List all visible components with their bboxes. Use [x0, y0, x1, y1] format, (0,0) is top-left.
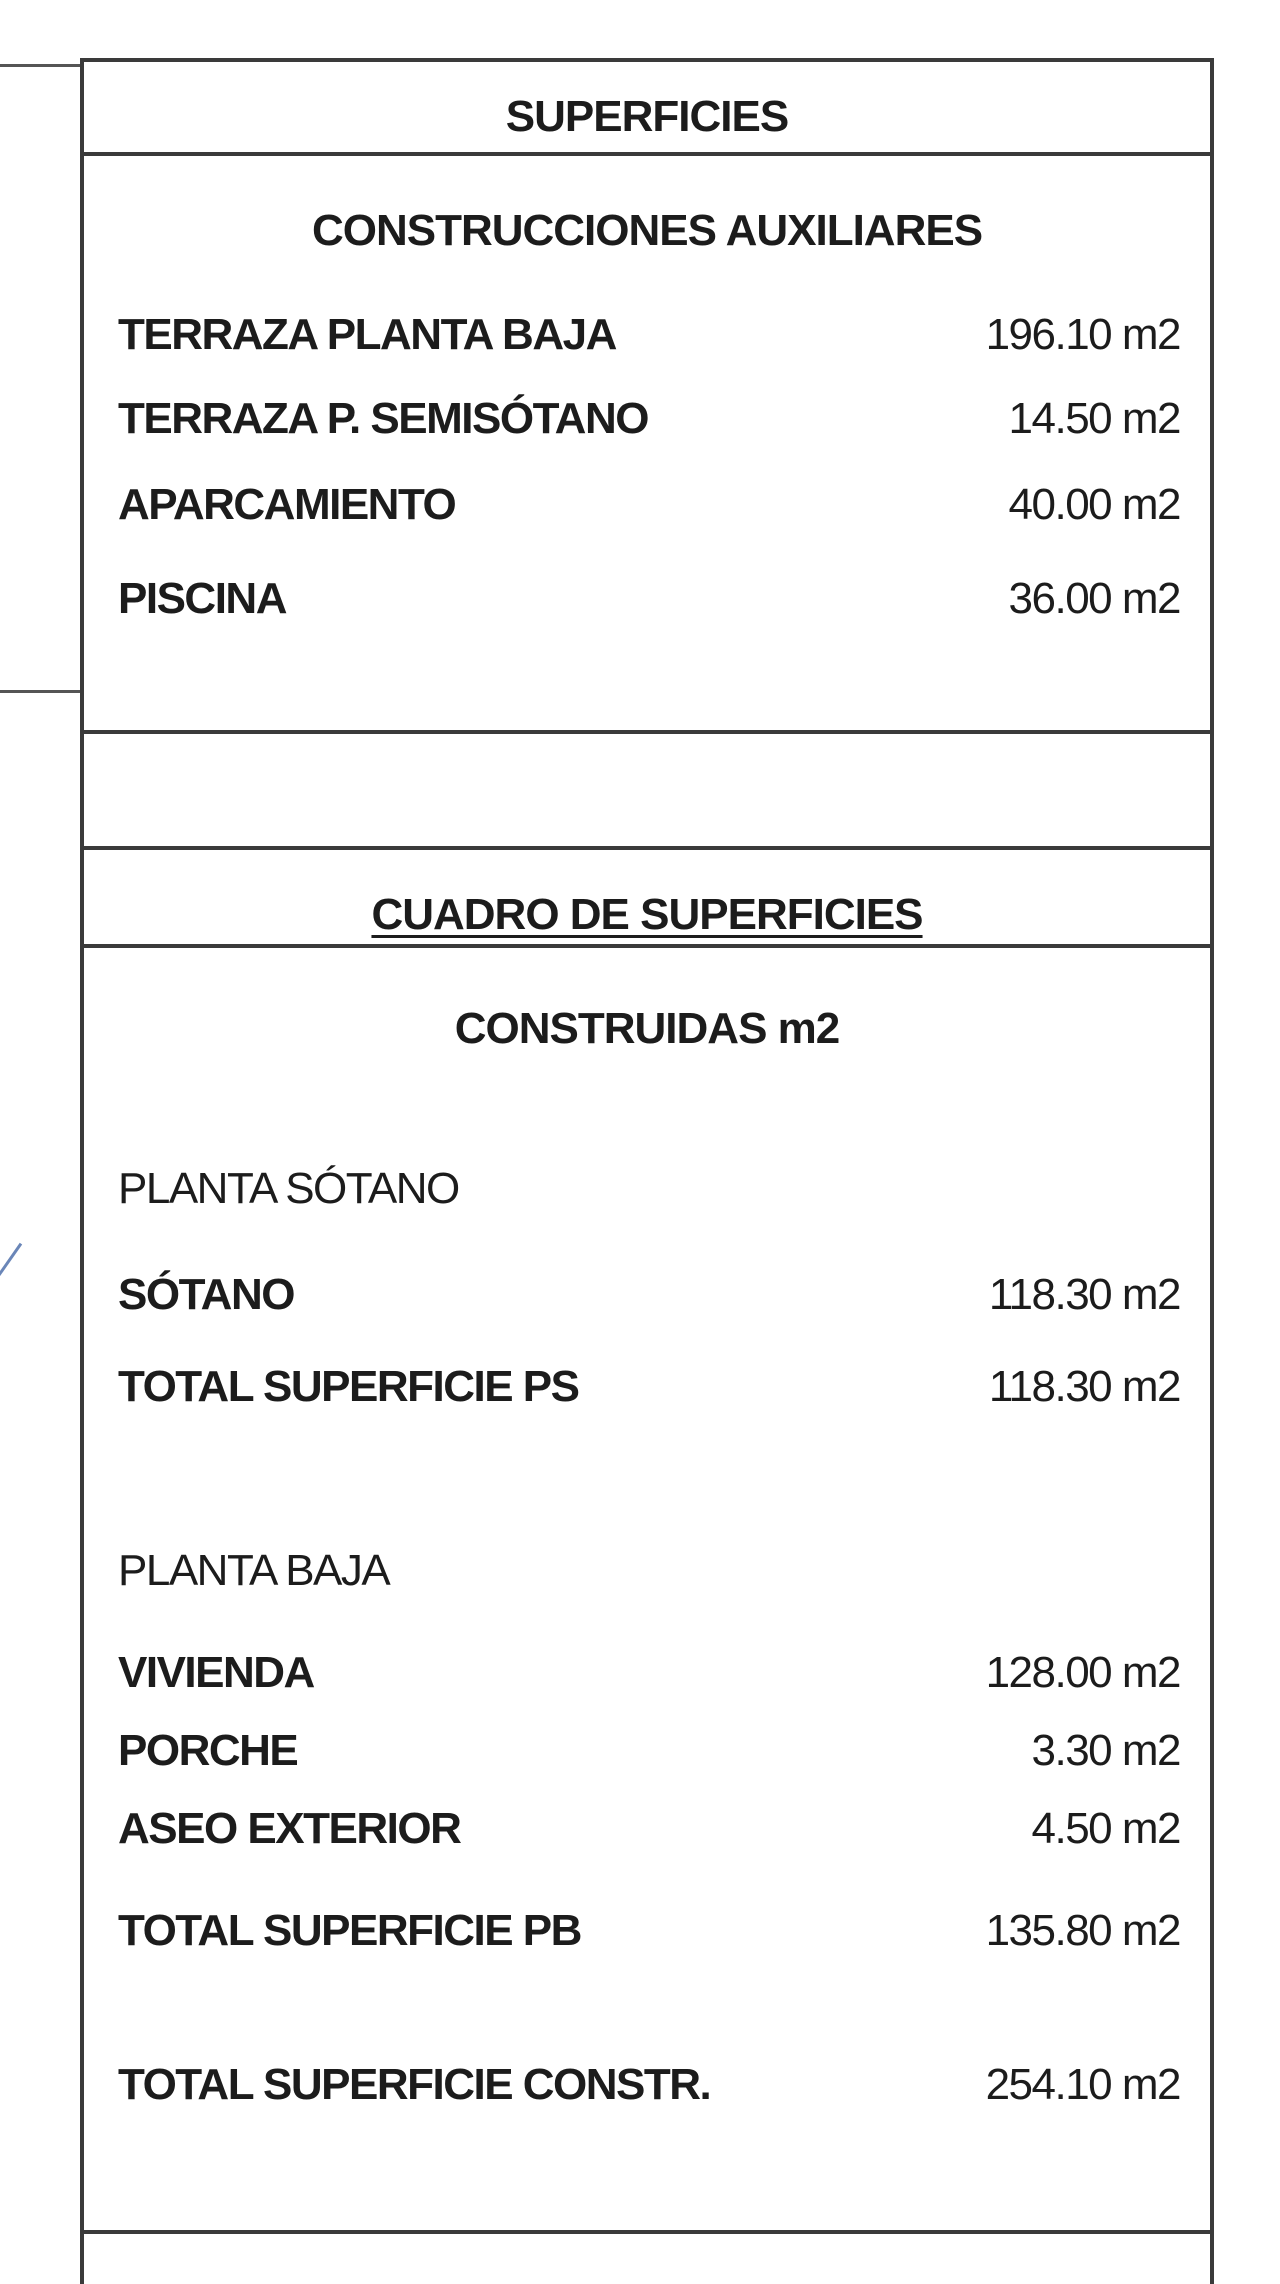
row-label: TERRAZA PLANTA BAJA — [118, 310, 616, 359]
divider — [80, 152, 1214, 156]
row-value: 118.30 m2 — [988, 1270, 1180, 1319]
total-row — [118, 2060, 1180, 2110]
row-value: 118.30 m2 — [988, 1362, 1180, 1411]
planta-baja-label: PLANTA BAJA — [118, 1546, 390, 1595]
cuadro-title — [80, 890, 1214, 940]
divider — [80, 730, 1214, 734]
table-row — [118, 480, 1180, 530]
row-label: TOTAL SUPERFICIE PB — [118, 1906, 581, 1955]
row-value: 135.80 m2 — [985, 1906, 1180, 1955]
planta-sotano-label: PLANTA SÓTANO — [118, 1164, 459, 1213]
cuadro-title-text: CUADRO DE SUPERFICIES — [371, 890, 923, 939]
table-row — [118, 1726, 1180, 1776]
row-label: TOTAL SUPERFICIE PS — [118, 1362, 579, 1411]
row-label: ASEO EXTERIOR — [118, 1804, 461, 1853]
left-drawing-line — [0, 690, 80, 693]
divider — [80, 846, 1214, 850]
row-label: APARCAMIENTO — [118, 480, 456, 529]
superficies-title: SUPERFICIES — [505, 92, 789, 141]
table-row — [118, 1648, 1180, 1698]
row-value: 40.00 m2 — [1008, 480, 1180, 529]
row-value: 3.30 m2 — [1031, 1726, 1180, 1775]
row-label: SÓTANO — [118, 1270, 294, 1319]
construcciones-subtitle: CONSTRUCCIONES AUXILIARES — [311, 206, 983, 255]
left-drawing-line — [0, 64, 80, 67]
row-label: TERRAZA P. SEMISÓTANO — [118, 394, 648, 443]
row-value: 14.50 m2 — [1008, 394, 1180, 443]
row-label: VIVIENDA — [118, 1648, 314, 1697]
table-row — [118, 1804, 1180, 1854]
table-row — [118, 1906, 1180, 1956]
table-row — [118, 310, 1180, 360]
divider — [80, 2230, 1214, 2234]
table-row — [118, 1362, 1180, 1412]
total-label: TOTAL SUPERFICIE CONSTR. — [118, 2060, 711, 2109]
row-value: 196.10 m2 — [985, 310, 1180, 359]
row-label: PISCINA — [118, 574, 286, 623]
table-row — [118, 574, 1180, 624]
row-value: 36.00 m2 — [1008, 574, 1180, 623]
row-value: 128.00 m2 — [985, 1648, 1180, 1697]
row-value: 4.50 m2 — [1031, 1804, 1180, 1853]
row-label: PORCHE — [118, 1726, 298, 1775]
left-drawing-tick — [0, 1243, 22, 1277]
divider — [80, 944, 1214, 948]
table-row — [118, 1270, 1180, 1320]
total-value: 254.10 m2 — [985, 2060, 1180, 2109]
table-row — [118, 394, 1180, 444]
construidas-subtitle: CONSTRUIDAS m2 — [454, 1004, 840, 1053]
